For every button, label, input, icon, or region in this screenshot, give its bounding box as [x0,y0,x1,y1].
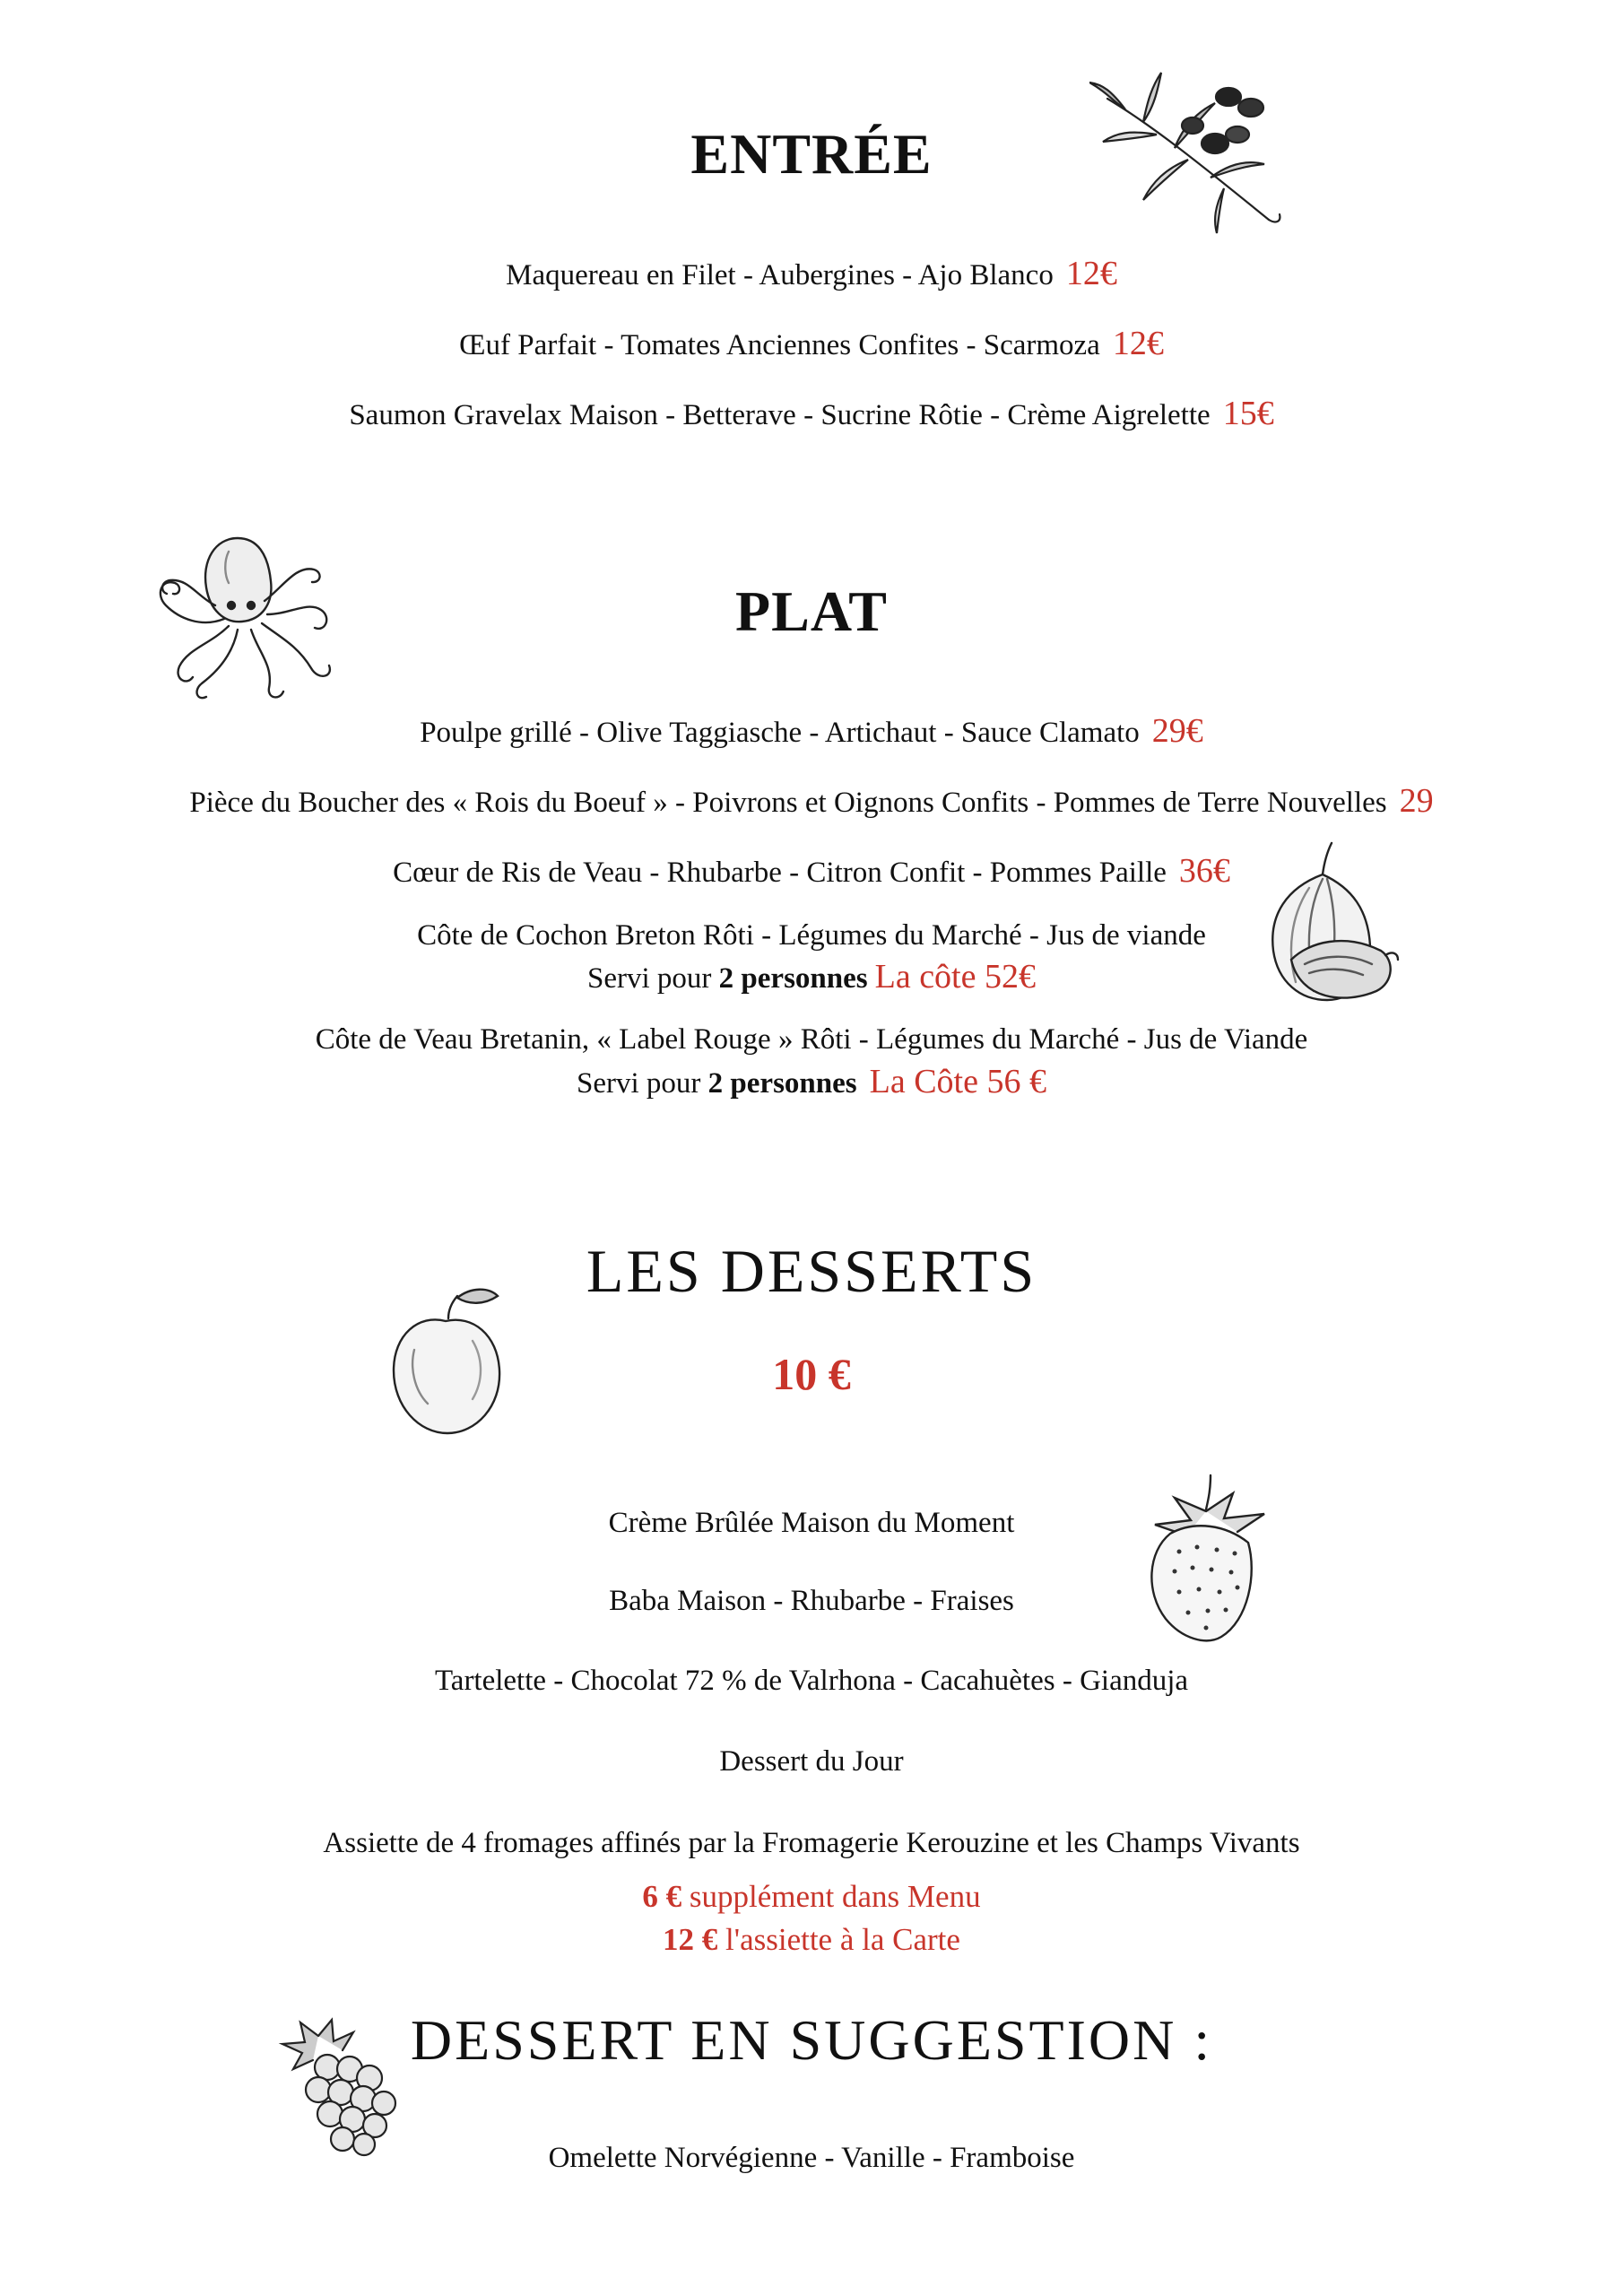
suggestion-item: Omelette Norvégienne - Vanille - Framboise [548,2142,1075,2174]
apple-icon [387,1278,508,1439]
menu-item [0,1022,1623,1057]
item-name: Maquereau en Filet - Aubergines - Ajo Blanco [506,259,1054,291]
served-count: 2 personnes [707,1067,857,1100]
supplement-text: supplément dans Menu [681,1879,981,1914]
item-name: Côte de Veau Bretanin, « Label Rouge » Rôti - Légumes du Marché - Jus de Viande [315,1023,1308,1056]
desserts-title: LES DESSERTS [586,1237,1037,1305]
item-price: 12€ [1112,325,1164,362]
item-name: Saumon Gravelax Maison - Betterave - Sucrine Rôtie - Crème Aigrelette [349,399,1211,431]
cheese-supplement [0,1879,1623,1915]
item-name: Côte de Cochon Breton Rôti - Légumes du Marché - Jus de viande [417,919,1206,952]
supplement-amount: 6 € [642,1879,682,1914]
olive-branch-icon [1089,63,1300,242]
item-price: 15€ [1222,395,1274,432]
menu-item [0,783,1623,821]
menu-item [0,396,1623,433]
suggestion-title: DESSERT EN SUGGESTION : [410,2008,1213,2072]
item-price: 29 [1399,782,1434,820]
dessert-item: Crème Brûlée Maison du Moment [608,1507,1015,1539]
item-name: Œuf Parfait - Tomates Anciennes Confites - Scarmoza [459,329,1100,361]
carte-text: l'assiette à la Carte [717,1922,960,1957]
strawberry-icon [1134,1471,1278,1646]
menu-item [0,256,1623,293]
onion-icon [1255,834,1403,1013]
item-name: Pièce du Boucher des « Rois du Boeuf » - Poivrons et Oignons Confits - Pommes de Terre Nouvelles [189,787,1387,819]
carte-amount: 12 € [663,1922,718,1957]
raspberry-icon [269,2013,417,2161]
octopus-icon [152,520,350,731]
item-price: 12€ [1065,255,1117,292]
item-name: Cœur de Ris de Veau - Rhubarbe - Citron Confit - Pommes Paille [393,857,1167,889]
item-price: 29€ [1151,712,1203,750]
dessert-item: Dessert du Jour [719,1745,904,1778]
entree-title: ENTRÉE [690,122,933,186]
desserts-price: 10 € [772,1349,851,1399]
item-name: Poulpe grillé - Olive Taggiasche - Artichaut - Sauce Clamato [420,717,1140,749]
dessert-item: Tartelette - Chocolat 72 % de Valrhona - Cacahuètes - Gianduja [434,1665,1189,1697]
menu-item [0,326,1623,363]
dessert-item: Baba Maison - Rhubarbe - Fraises [609,1585,1014,1617]
served-prefix: Servi pour [587,962,719,995]
dessert-item: Assiette de 4 fromages affinés par la Fromagerie Kerouzine et les Champs Vivants [323,1827,1300,1859]
item-price: La Côte 56 € [869,1063,1046,1100]
served-line [0,1064,1623,1101]
item-price: La côte 52€ [874,958,1036,996]
item-price: 36€ [1178,852,1230,890]
cheese-carte [0,1922,1623,1958]
served-prefix: Servi pour [577,1067,708,1100]
served-count: 2 personnes [718,962,868,995]
plat-title: PLAT [735,579,888,643]
